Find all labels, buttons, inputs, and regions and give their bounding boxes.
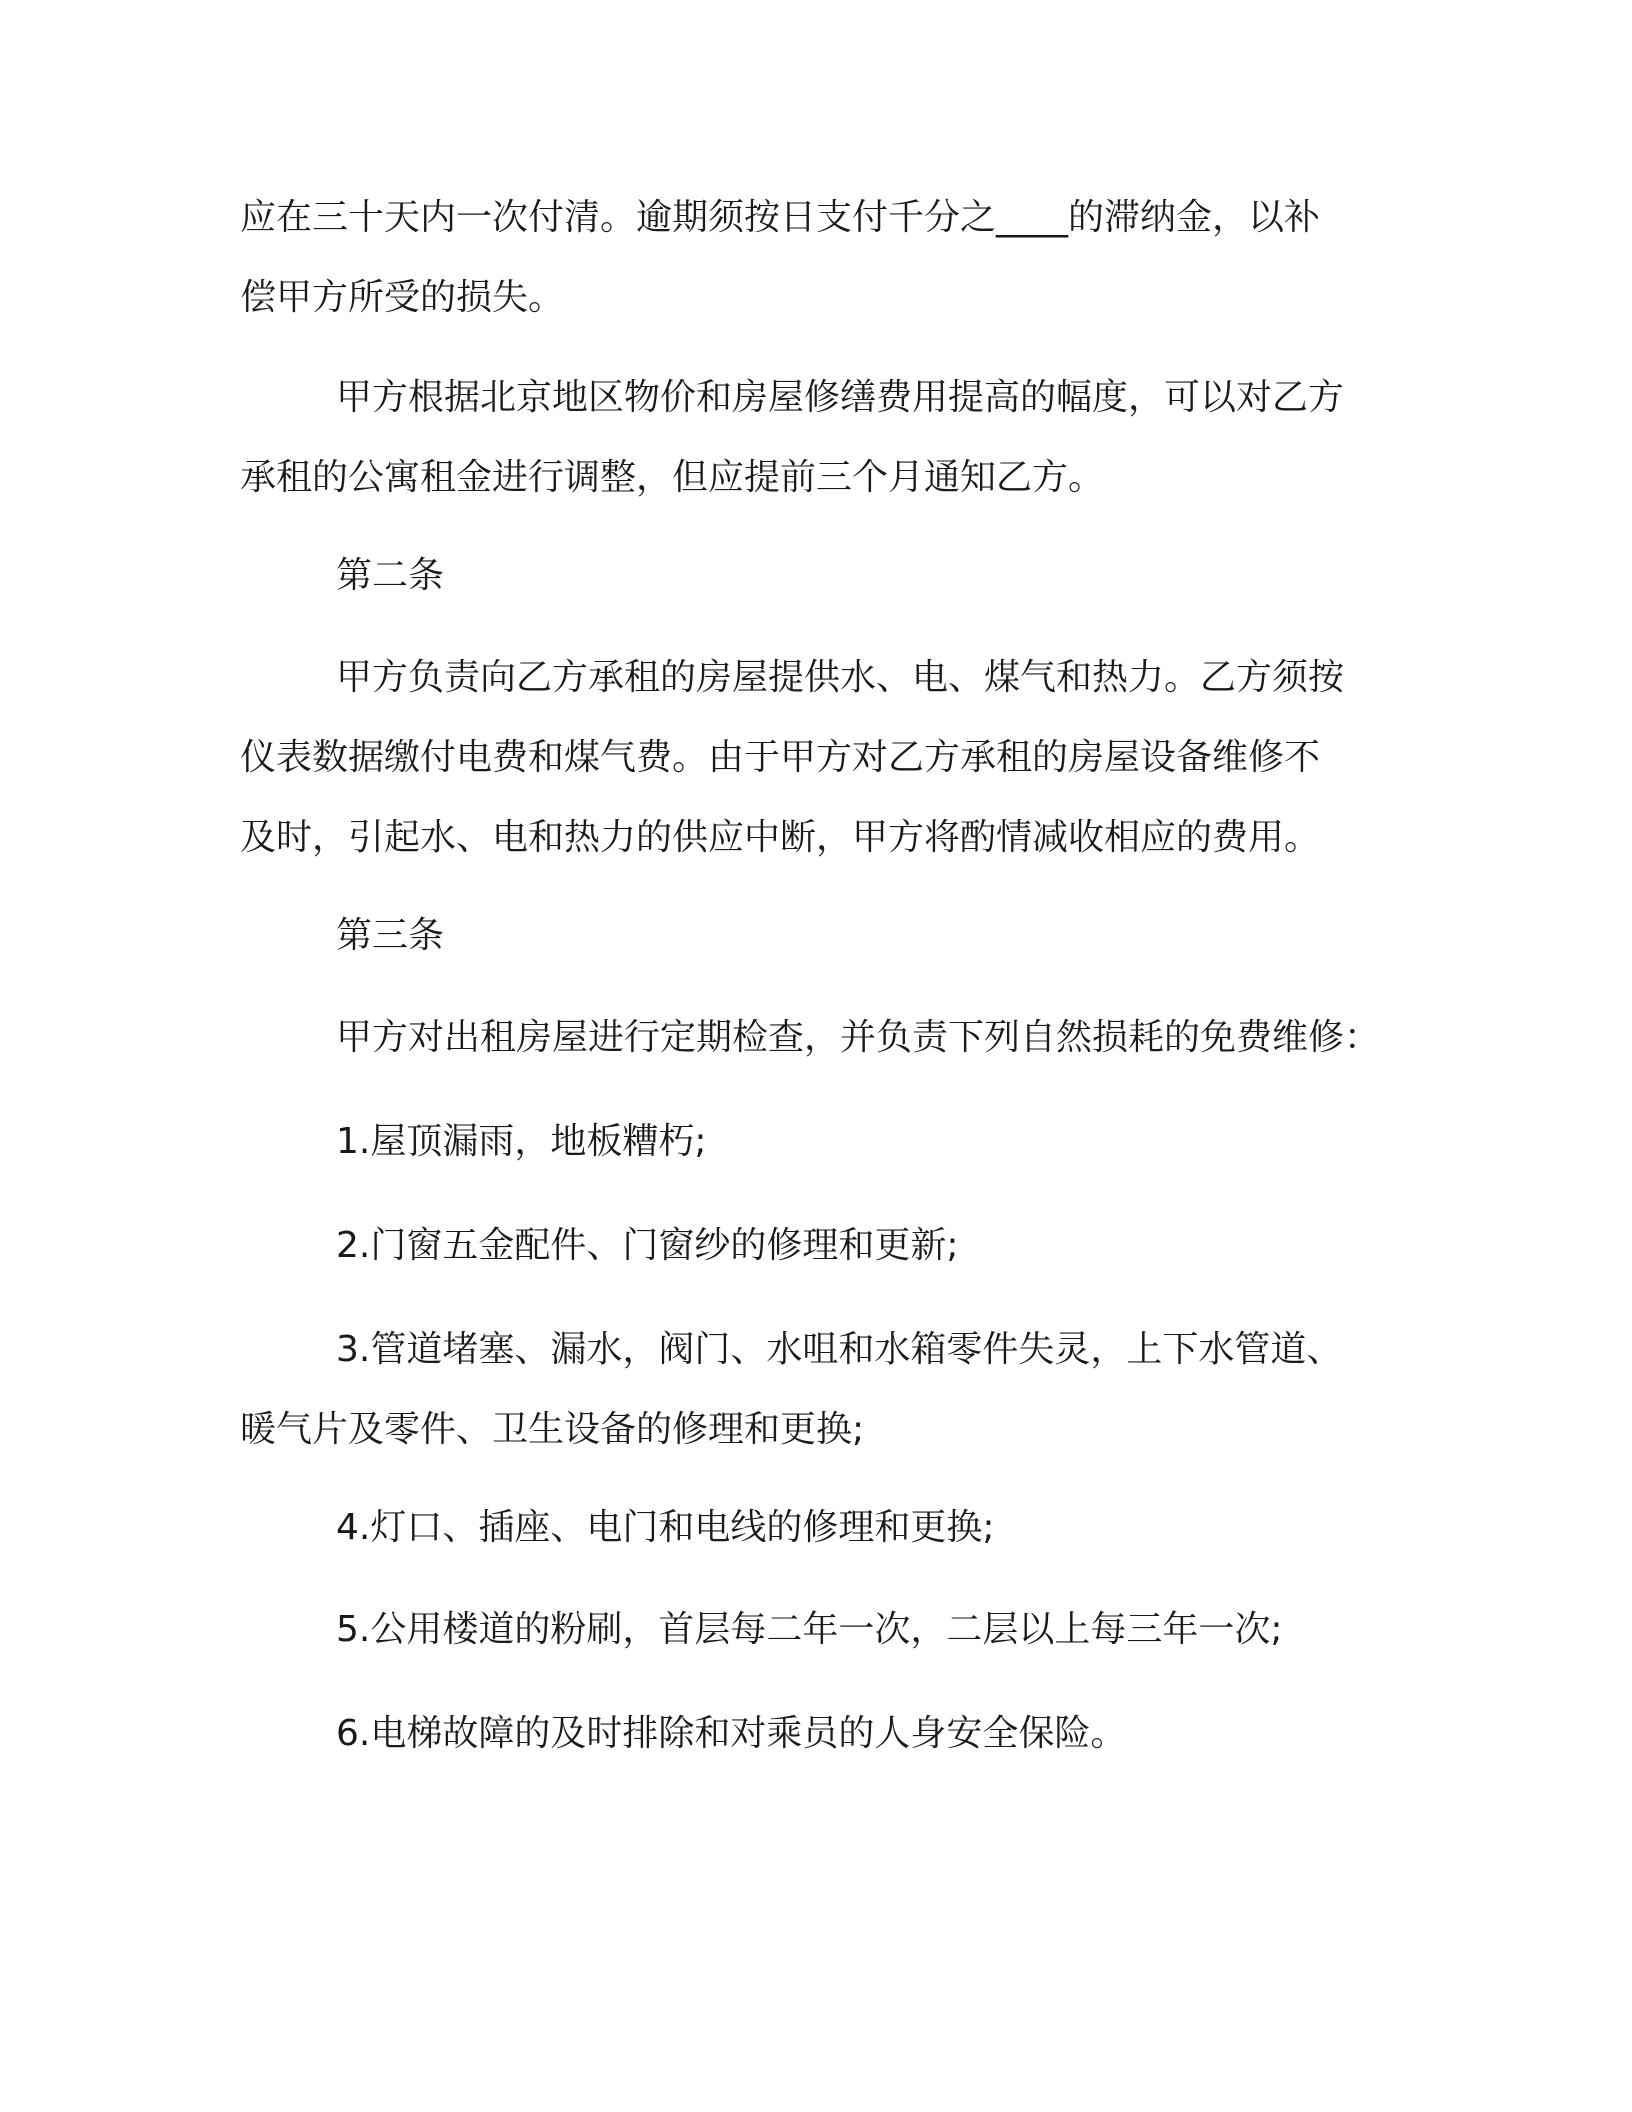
list-item-1	[240, 1102, 1400, 1182]
list-item-2	[240, 1206, 1400, 1286]
list-item-4	[240, 1488, 1400, 1568]
paragraph-rent-adjustment	[240, 358, 1400, 518]
text-line: 2.门窗五金配件、门窗纱的修理和更新;	[336, 1225, 959, 1266]
text-line: 及时，引起水、电和热力的供应中断，甲方将酌情减收相应的费用。	[240, 817, 1321, 858]
text-line: 6.电梯故障的及时排除和对乘员的人身安全保险。	[336, 1713, 1127, 1754]
paragraph-utilities	[240, 638, 1400, 878]
text-line: 第二条	[336, 555, 445, 596]
text-line: 甲方根据北京地区物价和房屋修缮费用提高的幅度，可以对乙方	[336, 377, 1345, 418]
article-heading-2	[240, 536, 1400, 616]
paragraph-maintenance-intro	[240, 998, 1400, 1078]
article-heading-3	[240, 896, 1400, 976]
text-line: 仪表数据缴付电费和煤气费。由于甲方对乙方承租的房屋设备维修不	[240, 737, 1321, 778]
list-item-3	[240, 1310, 1400, 1470]
text-line: 应在三十天内一次付清。逾期须按日支付千分之____的滞纳金，以补	[240, 197, 1321, 238]
list-item-5	[240, 1590, 1400, 1670]
text-line: 1.屋顶漏雨，地板糟朽;	[336, 1121, 707, 1162]
text-line: 4.灯口、插座、电门和电线的修理和更换;	[336, 1507, 995, 1548]
list-item-6	[240, 1694, 1400, 1774]
text-line: 承租的公寓租金进行调整，但应提前三个月通知乙方。	[240, 457, 1105, 498]
text-line: 偿甲方所受的损失。	[240, 277, 565, 318]
text-line: 5.公用楼道的粉刷，首层每二年一次，二层以上每三年一次;	[336, 1609, 1283, 1650]
paragraph-late-payment	[240, 178, 1400, 338]
text-line: 甲方对出租房屋进行定期检查，并负责下列自然损耗的免费维修：	[336, 1017, 1381, 1058]
text-line: 3.管道堵塞、漏水，阀门、水咀和水箱零件失灵，上下水管道、	[336, 1329, 1343, 1370]
text-line: 暖气片及零件、卫生设备的修理和更换;	[240, 1409, 865, 1450]
text-line: 第三条	[336, 915, 445, 956]
text-line: 甲方负责向乙方承租的房屋提供水、电、煤气和热力。乙方须按	[336, 657, 1345, 698]
